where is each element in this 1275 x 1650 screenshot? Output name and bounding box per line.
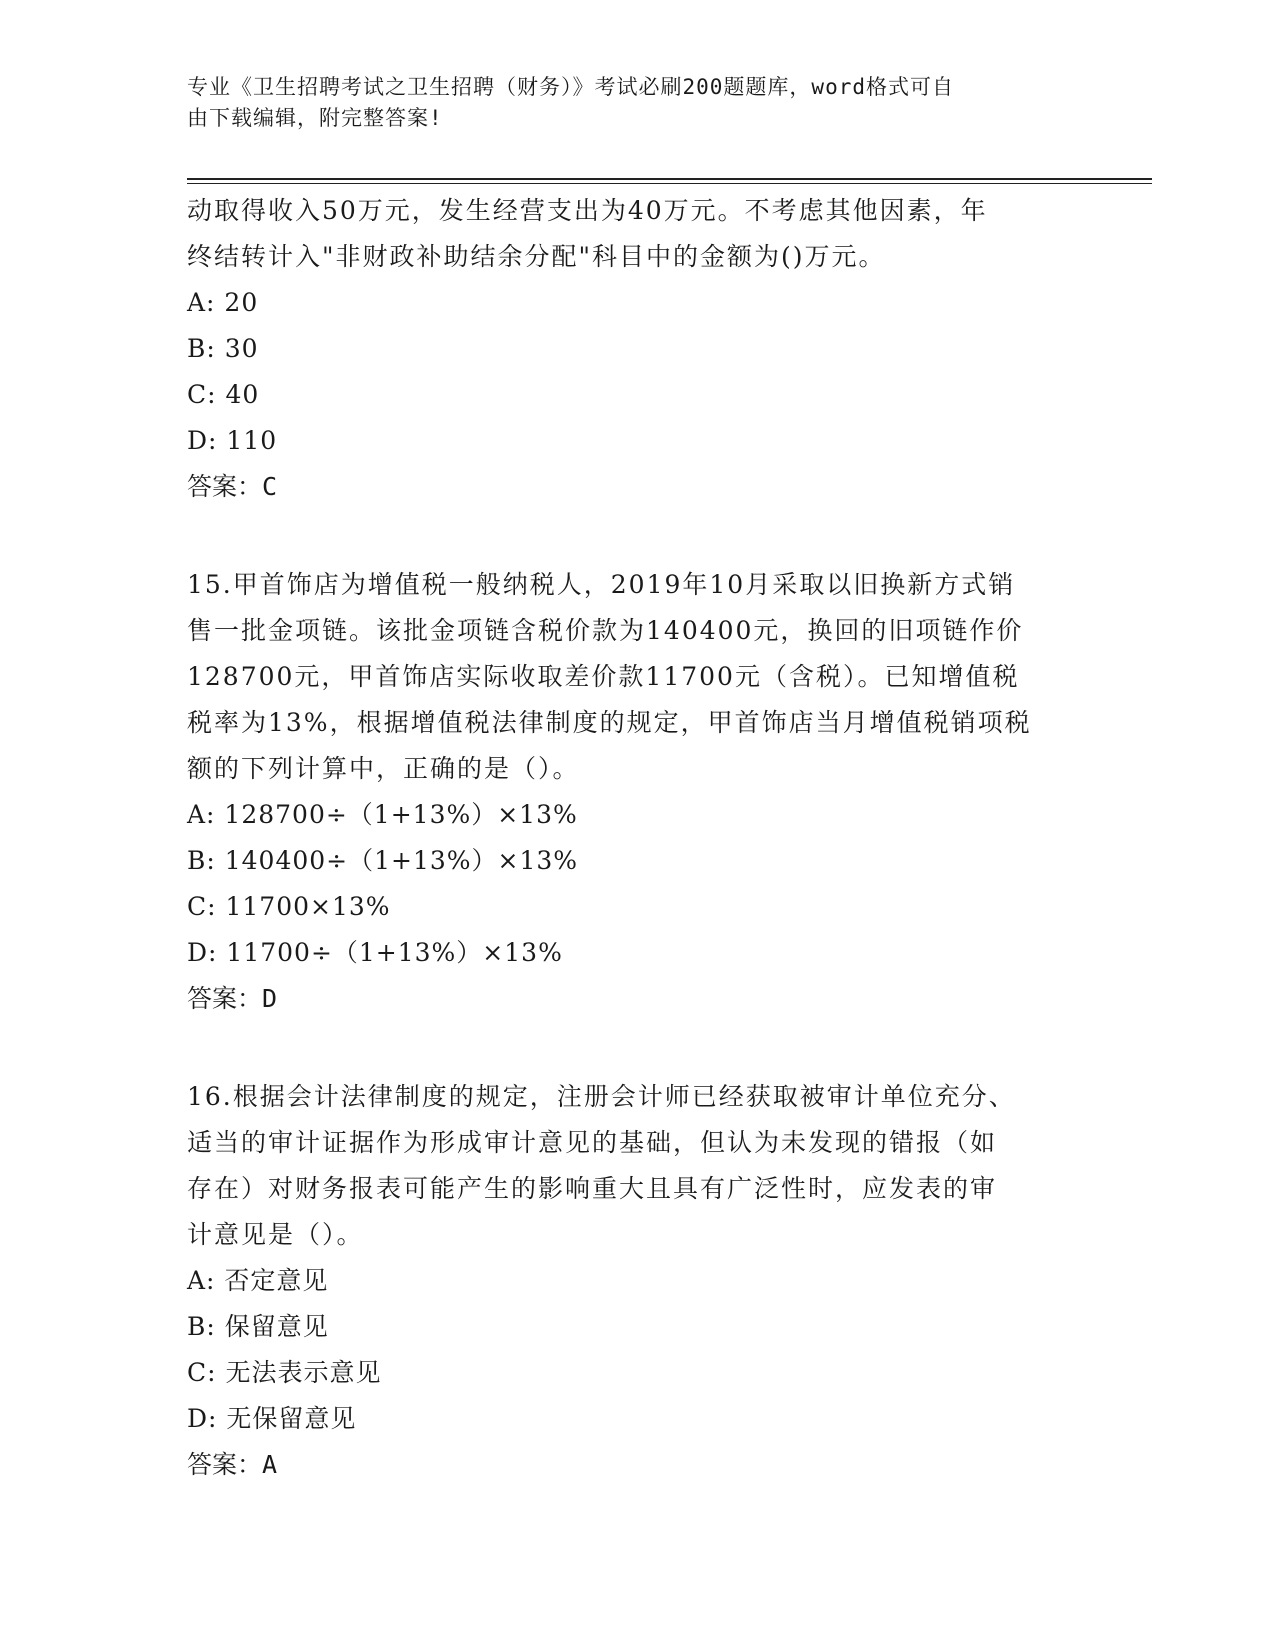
question-14 — [187, 188, 1087, 510]
header-divider — [187, 178, 1152, 184]
question-stem-line: 动取得收入50万元，发生经营支出为40万元。不考虑其他因素，年 — [187, 196, 988, 225]
option-c: C: 40 — [187, 380, 260, 409]
header-title-line-1: 专业《卫生招聘考试之卫生招聘（财务）》考试必刷200题题库，word格式可自 — [187, 75, 954, 99]
option-b: B: 保留意见 — [187, 1312, 329, 1341]
question-15 — [187, 562, 1087, 1022]
question-stem-line: 税率为13%，根据增值税法律制度的规定，甲首饰店当月增值税销项税 — [187, 708, 1032, 737]
question-16 — [187, 1074, 1087, 1488]
answer-line: 答案：D — [187, 984, 278, 1013]
answer-line: 答案：C — [187, 472, 278, 501]
option-b: B: 30 — [187, 334, 259, 363]
question-stem-line: 售一批金项链。该批金项链含税价款为140400元，换回的旧项链作价 — [187, 616, 1024, 645]
option-b: B: 140400÷（1+13%）×13% — [187, 846, 579, 875]
option-a: A: 否定意见 — [187, 1266, 329, 1295]
answer-line: 答案：A — [187, 1450, 278, 1479]
document-header — [187, 72, 1067, 134]
question-stem-line: 128700元，甲首饰店实际收取差价款11700元（含税）。已知增值税 — [187, 662, 1020, 691]
question-stem-line: 存在）对财务报表可能产生的影响重大且具有广泛性时，应发表的审 — [187, 1174, 998, 1203]
header-title-line-2: 由下载编辑，附完整答案! — [187, 106, 443, 130]
question-stem-line: 适当的审计证据作为形成审计意见的基础，但认为未发现的错报（如 — [187, 1128, 998, 1157]
option-c: C: 11700×13% — [187, 892, 391, 921]
option-d: D: 无保留意见 — [187, 1404, 357, 1433]
question-stem-line: 额的下列计算中，正确的是（）。 — [187, 754, 580, 783]
option-c: C: 无法表示意见 — [187, 1358, 382, 1387]
question-stem-line: 终结转计入"非财政补助结余分配"科目中的金额为()万元。 — [187, 242, 886, 271]
question-stem-line: 计意见是（）。 — [187, 1220, 364, 1249]
option-a: A: 128700÷（1+13%）×13% — [187, 800, 578, 829]
option-d: D: 110 — [187, 426, 278, 455]
option-d: D: 11700÷（1+13%）×13% — [187, 938, 563, 967]
question-stem-line: 15.甲首饰店为增值税一般纳税人，2019年10月采取以旧换新方式销 — [187, 570, 1016, 599]
question-list — [187, 188, 1087, 1488]
question-stem-line: 16.根据会计法律制度的规定，注册会计师已经获取被审计单位充分、 — [187, 1082, 1016, 1111]
option-a: A: 20 — [187, 288, 259, 317]
